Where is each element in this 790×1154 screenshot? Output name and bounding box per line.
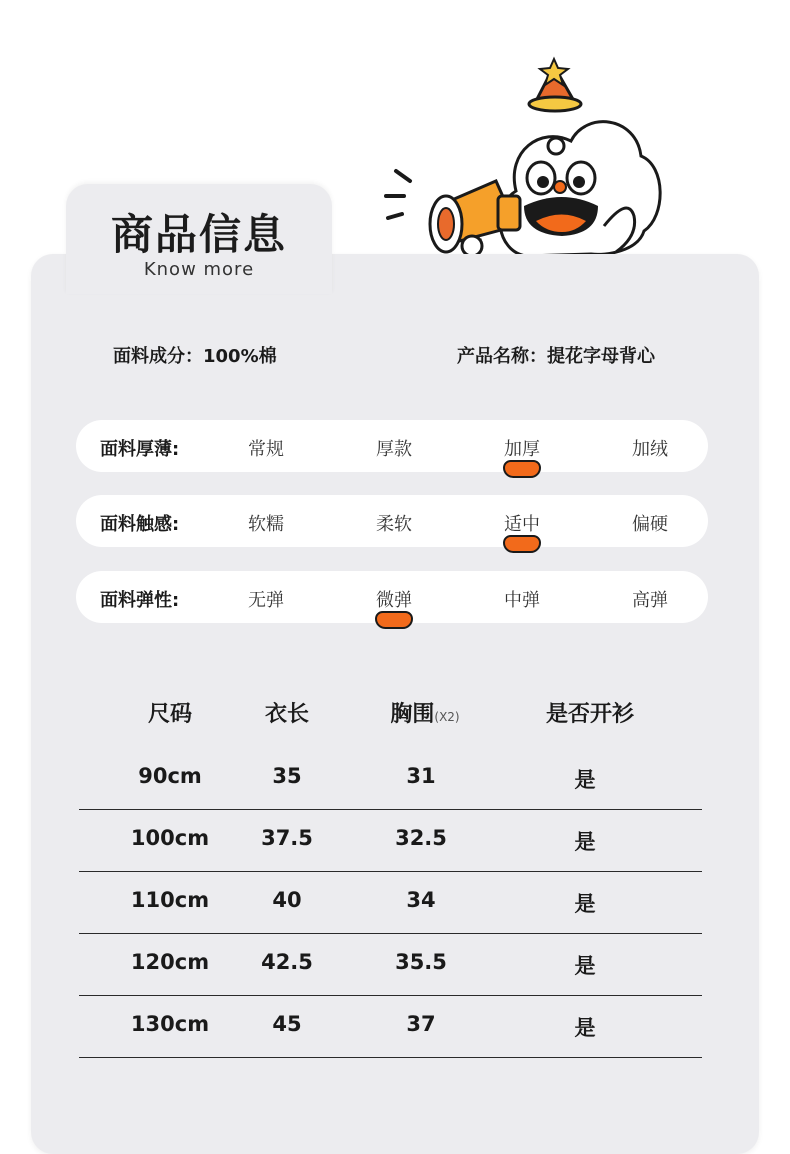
attribute-option: 高弹 bbox=[632, 590, 668, 611]
cardigan-header: 是否开衫 bbox=[545, 702, 634, 727]
selected-marker-icon bbox=[503, 460, 541, 478]
table-cell: 是 bbox=[574, 892, 596, 916]
attribute-option: 加厚 bbox=[504, 439, 540, 460]
attribute-option: 微弹 bbox=[376, 590, 412, 611]
table-row bbox=[79, 810, 702, 872]
table-cell: 110cm bbox=[130, 888, 210, 912]
table-row bbox=[79, 996, 702, 1058]
selected-marker-icon bbox=[375, 611, 413, 629]
table-cell: 34 bbox=[406, 888, 436, 912]
table-cell: 是 bbox=[574, 830, 596, 854]
page-title: 商品信息 bbox=[110, 210, 287, 259]
table-cell: 120cm bbox=[130, 950, 210, 974]
chest-header: 胸围(X2) bbox=[390, 702, 460, 727]
table-cell: 42.5 bbox=[261, 950, 313, 974]
table-row bbox=[79, 934, 702, 996]
attribute-option: 软糯 bbox=[248, 514, 284, 535]
table-cell: 是 bbox=[574, 954, 596, 978]
product-name: 产品名称：提花字母背心 bbox=[457, 346, 655, 367]
mascot-illustration bbox=[376, 56, 666, 286]
table-cell: 130cm bbox=[130, 1012, 210, 1036]
attribute-label: 面料弹性: bbox=[100, 590, 180, 611]
table-row bbox=[79, 872, 702, 934]
row-divider bbox=[79, 1057, 702, 1058]
table-cell: 100cm bbox=[130, 826, 210, 850]
attribute-option: 柔软 bbox=[376, 514, 412, 535]
table-cell: 40 bbox=[272, 888, 302, 912]
table-cell: 37.5 bbox=[261, 826, 313, 850]
chest-note: (X2) bbox=[434, 710, 460, 724]
table-cell: 37 bbox=[406, 1012, 436, 1036]
table-cell: 45 bbox=[272, 1012, 302, 1036]
fabric-composition: 面料成分：100%棉 bbox=[113, 346, 277, 367]
attribute-option: 常规 bbox=[248, 439, 284, 460]
table-cell: 32.5 bbox=[395, 826, 447, 850]
page-subtitle: Know more bbox=[143, 259, 255, 280]
attribute-row bbox=[76, 495, 708, 547]
size-header: 尺码 bbox=[147, 702, 192, 727]
attribute-row bbox=[76, 571, 708, 623]
attribute-row bbox=[76, 420, 708, 472]
attribute-option: 无弹 bbox=[248, 590, 284, 611]
table-cell: 35 bbox=[272, 764, 302, 788]
length-header: 衣长 bbox=[264, 702, 309, 727]
selected-marker-icon bbox=[503, 535, 541, 553]
attribute-option: 加绒 bbox=[632, 439, 668, 460]
table-cell: 31 bbox=[406, 764, 436, 788]
table-cell: 是 bbox=[574, 1016, 596, 1040]
party-hat-icon bbox=[529, 59, 581, 111]
table-row bbox=[79, 748, 702, 810]
table-cell: 90cm bbox=[138, 764, 202, 788]
attribute-option: 中弹 bbox=[504, 590, 540, 611]
attribute-option: 偏硬 bbox=[632, 514, 668, 535]
attribute-option: 适中 bbox=[504, 514, 540, 535]
attribute-label: 面料厚薄: bbox=[100, 439, 180, 460]
table-cell: 是 bbox=[574, 768, 596, 792]
attribute-label: 面料触感: bbox=[100, 514, 180, 535]
cloud-mascot-icon bbox=[500, 122, 660, 256]
table-cell: 35.5 bbox=[395, 950, 447, 974]
attribute-option: 厚款 bbox=[376, 439, 412, 460]
